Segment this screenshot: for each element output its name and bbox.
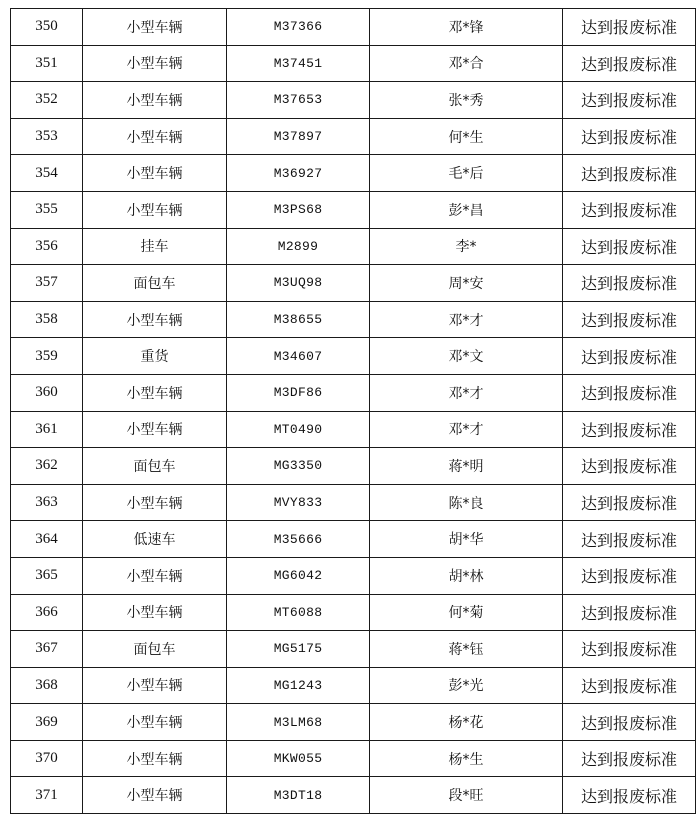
owner-name-cell: 邓*合 [370, 45, 563, 82]
plate-number-cell: M2899 [227, 228, 370, 265]
table-row [11, 631, 696, 668]
owner-name-cell: 邓*文 [370, 338, 563, 375]
vehicle-type-cell: 小型车辆 [83, 301, 227, 338]
plate-number-cell: M3DF86 [227, 374, 370, 411]
plate-number-cell: M3LM68 [227, 704, 370, 741]
status-cell: 达到报废标准 [563, 557, 696, 594]
status-cell: 达到报废标准 [563, 594, 696, 631]
table-row [11, 484, 696, 521]
row-number-cell: 359 [11, 338, 83, 375]
status-cell: 达到报废标准 [563, 338, 696, 375]
vehicle-type-cell: 重货 [83, 338, 227, 375]
owner-name-cell: 段*旺 [370, 777, 563, 814]
owner-name-cell: 李* [370, 228, 563, 265]
owner-name-cell: 何*菊 [370, 594, 563, 631]
status-cell: 达到报废标准 [563, 155, 696, 192]
owner-name-cell: 何*生 [370, 118, 563, 155]
plate-number-cell: M37366 [227, 9, 370, 46]
vehicle-type-cell: 小型车辆 [83, 374, 227, 411]
status-cell: 达到报废标准 [563, 411, 696, 448]
row-number-cell: 368 [11, 667, 83, 704]
table-row [11, 740, 696, 777]
owner-name-cell: 周*安 [370, 265, 563, 302]
row-number-cell: 366 [11, 594, 83, 631]
owner-name-cell: 蒋*钰 [370, 631, 563, 668]
plate-number-cell: M37653 [227, 82, 370, 119]
row-number-cell: 367 [11, 631, 83, 668]
vehicle-type-cell: 面包车 [83, 265, 227, 302]
table-row [11, 338, 696, 375]
table-row [11, 228, 696, 265]
table-body [11, 9, 696, 814]
row-number-cell: 364 [11, 521, 83, 558]
table-row [11, 667, 696, 704]
row-number-cell: 365 [11, 557, 83, 594]
owner-name-cell: 邓*才 [370, 411, 563, 448]
vehicle-type-cell: 低速车 [83, 521, 227, 558]
plate-number-cell: M35666 [227, 521, 370, 558]
row-number-cell: 351 [11, 45, 83, 82]
row-number-cell: 370 [11, 740, 83, 777]
status-cell: 达到报废标准 [563, 777, 696, 814]
row-number-cell: 355 [11, 191, 83, 228]
status-cell: 达到报废标准 [563, 45, 696, 82]
table-row [11, 82, 696, 119]
vehicle-type-cell: 小型车辆 [83, 740, 227, 777]
vehicle-type-cell: 小型车辆 [83, 411, 227, 448]
owner-name-cell: 邓*锋 [370, 9, 563, 46]
vehicle-type-cell: 小型车辆 [83, 484, 227, 521]
table-row [11, 118, 696, 155]
row-number-cell: 357 [11, 265, 83, 302]
status-cell: 达到报废标准 [563, 82, 696, 119]
row-number-cell: 356 [11, 228, 83, 265]
row-number-cell: 363 [11, 484, 83, 521]
status-cell: 达到报废标准 [563, 521, 696, 558]
row-number-cell: 353 [11, 118, 83, 155]
table-row [11, 521, 696, 558]
plate-number-cell: MT0490 [227, 411, 370, 448]
table-row [11, 704, 696, 741]
table-row [11, 411, 696, 448]
vehicle-type-cell: 小型车辆 [83, 118, 227, 155]
plate-number-cell: MVY833 [227, 484, 370, 521]
table-row [11, 777, 696, 814]
row-number-cell: 350 [11, 9, 83, 46]
status-cell: 达到报废标准 [563, 740, 696, 777]
owner-name-cell: 胡*华 [370, 521, 563, 558]
status-cell: 达到报废标准 [563, 667, 696, 704]
status-cell: 达到报废标准 [563, 448, 696, 485]
vehicle-type-cell: 小型车辆 [83, 82, 227, 119]
plate-number-cell: MG5175 [227, 631, 370, 668]
plate-number-cell: M3DT18 [227, 777, 370, 814]
status-cell: 达到报废标准 [563, 265, 696, 302]
vehicle-scrap-table [10, 8, 696, 814]
owner-name-cell: 彭*昌 [370, 191, 563, 228]
row-number-cell: 369 [11, 704, 83, 741]
plate-number-cell: MT6088 [227, 594, 370, 631]
plate-number-cell: M34607 [227, 338, 370, 375]
plate-number-cell: M36927 [227, 155, 370, 192]
owner-name-cell: 陈*良 [370, 484, 563, 521]
row-number-cell: 360 [11, 374, 83, 411]
table-row [11, 594, 696, 631]
plate-number-cell: MG6042 [227, 557, 370, 594]
row-number-cell: 362 [11, 448, 83, 485]
owner-name-cell: 邓*才 [370, 374, 563, 411]
plate-number-cell: MKW055 [227, 740, 370, 777]
plate-number-cell: MG3350 [227, 448, 370, 485]
owner-name-cell: 邓*才 [370, 301, 563, 338]
table-row [11, 45, 696, 82]
table-row [11, 557, 696, 594]
row-number-cell: 358 [11, 301, 83, 338]
row-number-cell: 361 [11, 411, 83, 448]
owner-name-cell: 杨*花 [370, 704, 563, 741]
status-cell: 达到报废标准 [563, 374, 696, 411]
status-cell: 达到报废标准 [563, 9, 696, 46]
table-row [11, 155, 696, 192]
owner-name-cell: 胡*林 [370, 557, 563, 594]
plate-number-cell: M3PS68 [227, 191, 370, 228]
status-cell: 达到报废标准 [563, 191, 696, 228]
vehicle-type-cell: 小型车辆 [83, 594, 227, 631]
plate-number-cell: M37451 [227, 45, 370, 82]
vehicle-type-cell: 小型车辆 [83, 45, 227, 82]
vehicle-type-cell: 挂车 [83, 228, 227, 265]
status-cell: 达到报废标准 [563, 631, 696, 668]
table-row [11, 9, 696, 46]
status-cell: 达到报废标准 [563, 704, 696, 741]
owner-name-cell: 蒋*明 [370, 448, 563, 485]
vehicle-type-cell: 面包车 [83, 631, 227, 668]
vehicle-type-cell: 小型车辆 [83, 557, 227, 594]
table-row [11, 265, 696, 302]
owner-name-cell: 杨*生 [370, 740, 563, 777]
status-cell: 达到报废标准 [563, 484, 696, 521]
owner-name-cell: 彭*光 [370, 667, 563, 704]
status-cell: 达到报废标准 [563, 301, 696, 338]
plate-number-cell: MG1243 [227, 667, 370, 704]
plate-number-cell: M38655 [227, 301, 370, 338]
vehicle-type-cell: 面包车 [83, 448, 227, 485]
vehicle-type-cell: 小型车辆 [83, 155, 227, 192]
owner-name-cell: 毛*后 [370, 155, 563, 192]
row-number-cell: 354 [11, 155, 83, 192]
status-cell: 达到报废标准 [563, 228, 696, 265]
row-number-cell: 371 [11, 777, 83, 814]
row-number-cell: 352 [11, 82, 83, 119]
table-row [11, 191, 696, 228]
status-cell: 达到报废标准 [563, 118, 696, 155]
plate-number-cell: M3UQ98 [227, 265, 370, 302]
owner-name-cell: 张*秀 [370, 82, 563, 119]
plate-number-cell: M37897 [227, 118, 370, 155]
table-row [11, 448, 696, 485]
vehicle-type-cell: 小型车辆 [83, 777, 227, 814]
vehicle-type-cell: 小型车辆 [83, 9, 227, 46]
vehicle-type-cell: 小型车辆 [83, 191, 227, 228]
vehicle-type-cell: 小型车辆 [83, 667, 227, 704]
table-row [11, 301, 696, 338]
vehicle-type-cell: 小型车辆 [83, 704, 227, 741]
table-row [11, 374, 696, 411]
